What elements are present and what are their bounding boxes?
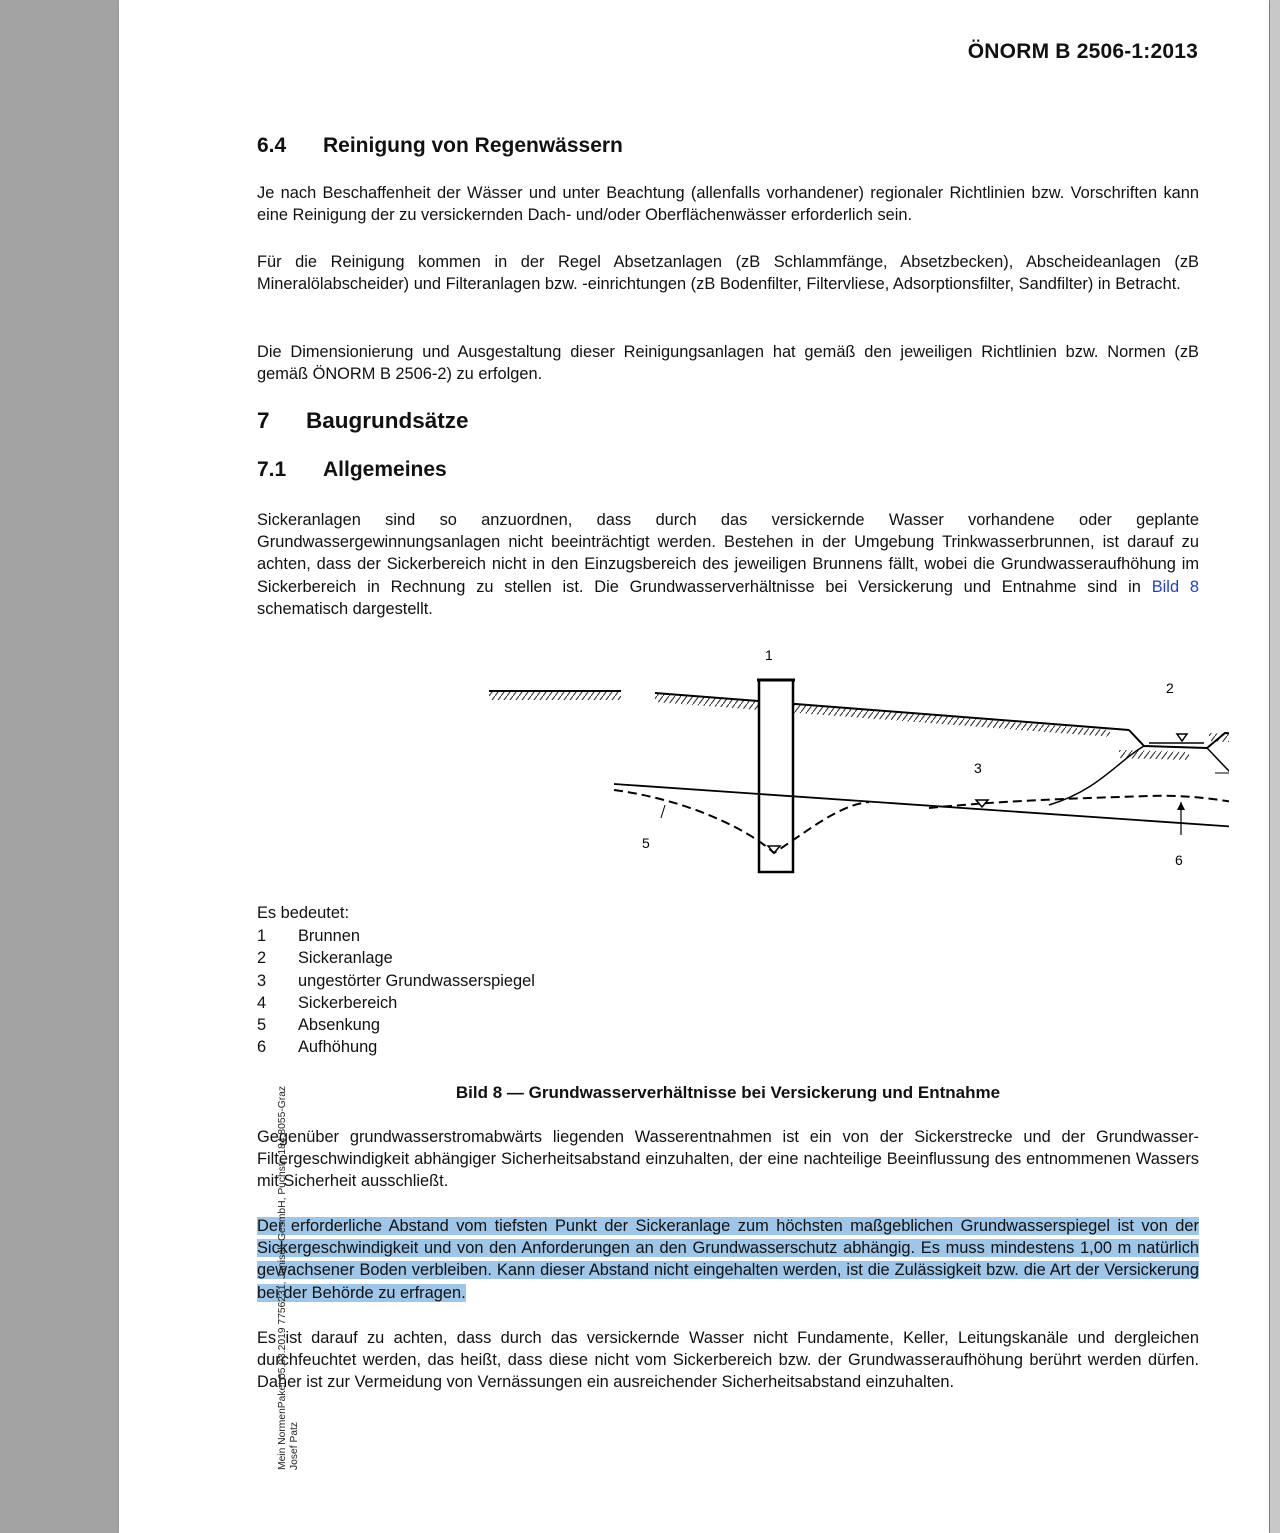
- paragraph: [257, 509, 1199, 620]
- figure-legend: [257, 925, 535, 1059]
- heading-7-1: [257, 459, 447, 481]
- legend-item: [257, 1014, 535, 1036]
- legend-label: Sickeranlage: [298, 949, 393, 968]
- legend-label: Aufhöhung: [298, 1038, 378, 1057]
- callout-3: 3: [974, 760, 982, 776]
- license-watermark: [277, 1086, 300, 1470]
- paragraph: Für die Reinigung kommen in der Regel Absetzanlagen (zB Schlammfänge, Absetzbecken), Abscheideanlagen (zB Mineralölabscheider) und Filteranlagen bzw. -einrichtungen (zB Bodenfilter, Filtervliese, Adsorptionsfilter, Sandfilter) in Betracht.: [257, 253, 1199, 294]
- watermark-line: Josef Patz: [288, 1421, 300, 1470]
- callout-6: 6: [1175, 852, 1183, 868]
- heading-number: 7.1: [257, 458, 287, 481]
- legend-number: 1: [257, 927, 267, 945]
- callout-5: 5: [642, 835, 650, 851]
- callout-2: 2: [1166, 680, 1174, 696]
- heading-6-4: [257, 135, 623, 157]
- paragraph: Gegenüber grundwasserstromabwärts liegenden Wasserentnahmen ist ein von der Sickerstrecke und der Grundwasser-Filtergeschwindigkeit abhängiger Sicherheitsabstand einzuhalten, der eine nachteilige Beeinflussung des entnommenen Wassers mit Sicherheit ausschließt.: [257, 1128, 1199, 1191]
- seepage-zone: [1207, 748, 1229, 816]
- legend-item: [257, 992, 535, 1014]
- mound-curve-dashed: [929, 796, 1229, 825]
- document-page: [119, 0, 1269, 1533]
- paragraph: Je nach Beschaffenheit der Wässer und unter Beachtung (allenfalls vorhandener) regionaler Richtlinien bzw. Vorschriften kann eine Reinigung der zu versickernden Dach- und/oder Oberflächenwässer erforderlich sein.: [257, 184, 1199, 225]
- legend-item: [257, 947, 535, 969]
- heading-number: 7: [257, 408, 270, 433]
- legend-item: [257, 970, 535, 992]
- text-selection[interactable]: Der erforderliche Abstand vom tiefsten Punkt der Sickeranlage zum höchsten maßgeblichen Grundwasserspiegel ist von der Sickergeschwindigkeit und von den Anforderungen an den Grundwasserschutz abhängig. Es muss mindestens 1,00 m natürlich gewachsener Boden verbleiben. Kann dieser Abstand nicht eingehalten werden, ist die Zulässigkeit bzw. die Art der Versickerung bei der Behörde zu erfragen.: [257, 1217, 1199, 1302]
- legend-label: ungestörter Grundwasserspiegel: [298, 971, 535, 990]
- callout-1: 1: [765, 647, 773, 663]
- water-level-symbol: [1177, 734, 1187, 741]
- document-id-header: ÖNORM B 2506-1:2013: [967, 40, 1198, 63]
- heading-title: Allgemeines: [323, 458, 447, 481]
- legend-label: Absenkung: [298, 1016, 381, 1035]
- legend-label: Sickerbereich: [298, 993, 398, 1012]
- legend-number: 6: [257, 1038, 267, 1057]
- ground-hatch-basin: [1119, 750, 1189, 760]
- legend-item: [257, 1036, 535, 1058]
- ground-hatch-far: [1209, 733, 1229, 749]
- rise-arrowhead: [1177, 802, 1185, 810]
- groundwater-diagram: [489, 640, 1229, 885]
- figure-caption: Bild 8 — Grundwasserverhältnisse bei Versickerung und Entnahme: [455, 1083, 1001, 1102]
- heading-title: Baugrundsätze: [306, 408, 469, 433]
- ground-hatch-right: [655, 693, 1112, 737]
- legend-label: Brunnen: [298, 927, 360, 945]
- paragraph-text: Sickeranlagen sind so anzuordnen, dass durch das versickernde Wasser vorhandene oder geplante Grundwassergewinnungsanlagen nicht beeinträchtigt werden. Bestehen in der Umgebung Trinkwasserbrunnen, ist darauf zu achten, dass der Sickerbereich nicht in den Einzugsbereich des jeweiligen Brunnens fällt, wobei die Grundwasseraufhöhung im Sickerbereich in Rechnung zu stellen ist. Die Grundwasserverhältnisse bei Versickerung und Entnahme sind in: [257, 511, 1199, 596]
- heading-7: [257, 410, 469, 432]
- legend-title: Es bedeutet:: [257, 904, 350, 922]
- legend-number: 3: [257, 971, 267, 990]
- ground-hatch-left: [489, 691, 621, 700]
- legend-number: 5: [257, 1016, 267, 1035]
- legend-number: 2: [257, 949, 267, 968]
- scrollbar-track[interactable]: [1270, 0, 1280, 1533]
- heading-title: Reinigung von Regenwässern: [323, 134, 623, 157]
- paragraph: Es ist darauf zu achten, dass durch das versickernde Wasser nicht Fundamente, Keller, Leitungskanäle und dergleichen durchfeuchtet werden, das heißt, dass diese nicht vom Sickerbereich bzw. der Grundwasseraufhöhung berührt werden dürfen. Daher ist zur Vermeidung von Vernässungen ein ausreichender Sicherheitsabstand einzuhalten.: [257, 1329, 1199, 1392]
- groundwater-table: [614, 784, 1229, 835]
- ground-surface: [655, 693, 1129, 730]
- legend-number: 4: [257, 993, 267, 1012]
- highlighted-paragraph: [257, 1215, 1199, 1304]
- watermark-line: Mein NormenPaket 05.03.2019 7756231, Janisch GesmbH, Puchstr. 184,8055-Graz: [277, 1085, 288, 1470]
- paragraph-text: schematisch dargestellt.: [257, 599, 433, 618]
- legend-item: [257, 925, 535, 947]
- leader-line: [661, 805, 665, 818]
- heading-number: 6.4: [257, 134, 287, 157]
- paragraph: Die Dimensionierung und Ausgestaltung dieser Reinigungsanlagen hat gemäß den jeweiligen Richtlinien bzw. Normen (zB gemäß ÖNORM B 2506-2) zu erfolgen.: [257, 343, 1199, 384]
- figure-link[interactable]: Bild 8: [1151, 577, 1199, 596]
